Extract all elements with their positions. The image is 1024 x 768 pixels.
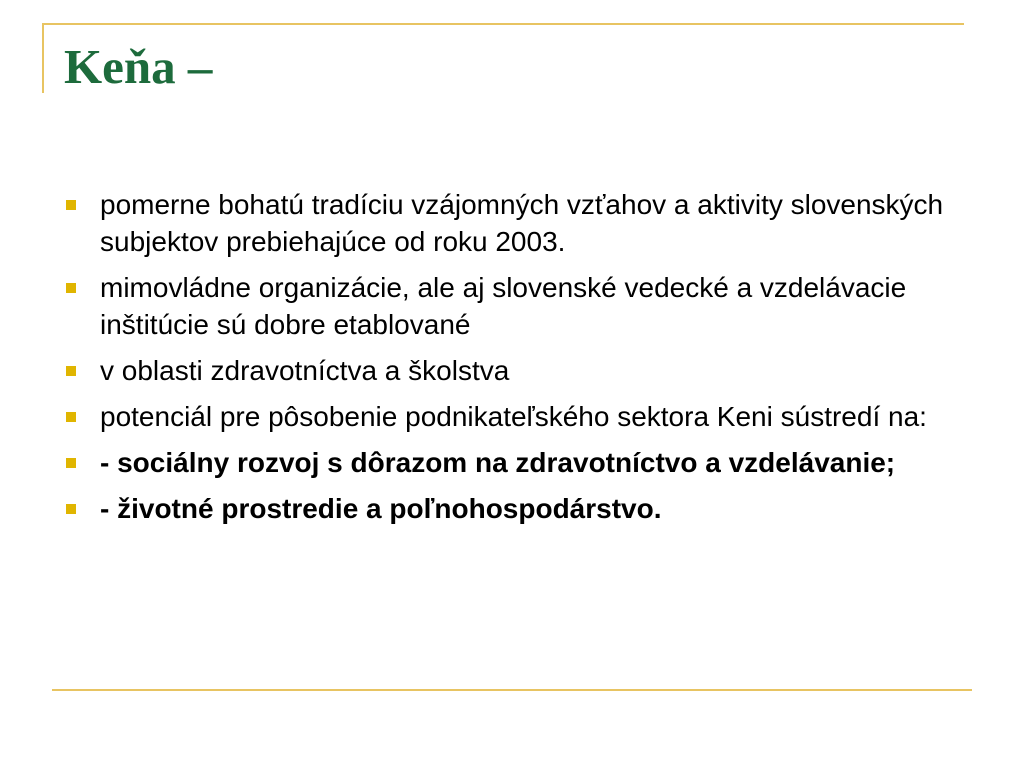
bullet-item bbox=[64, 490, 964, 527]
bullet-item bbox=[64, 186, 964, 260]
square-bullet-icon bbox=[66, 366, 76, 376]
bullet-text: - sociálny rozvoj s dôrazom na zdravotníctvo a vzdelávanie; bbox=[100, 447, 896, 478]
bullet-item bbox=[64, 352, 964, 389]
left-divider bbox=[42, 23, 44, 93]
top-divider bbox=[42, 23, 964, 25]
bottom-divider bbox=[52, 689, 972, 691]
bullet-item bbox=[64, 444, 964, 481]
square-bullet-icon bbox=[66, 283, 76, 293]
bullet-item bbox=[64, 398, 964, 435]
bullet-text: - životné prostredie a poľnohospodárstvo. bbox=[100, 493, 662, 524]
bullet-text: potenciál pre pôsobenie podnikateľského sektora Keni sústredí na: bbox=[100, 401, 927, 432]
bullet-item bbox=[64, 269, 964, 343]
square-bullet-icon bbox=[66, 200, 76, 210]
square-bullet-icon bbox=[66, 412, 76, 422]
bullet-text: v oblasti zdravotníctva a školstva bbox=[100, 355, 510, 386]
bullet-text: pomerne bohatú tradíciu vzájomných vzťahov a aktivity slovenských subjektov prebiehajúce od roku 2003. bbox=[100, 189, 944, 257]
bullet-text: mimovládne organizácie, ale aj slovenské vedecké a vzdelávacie inštitúcie sú dobre etablované bbox=[100, 272, 907, 340]
square-bullet-icon bbox=[66, 458, 76, 468]
square-bullet-icon bbox=[66, 504, 76, 514]
bullet-list bbox=[64, 186, 964, 536]
slide-title: Keňa – bbox=[64, 39, 213, 94]
